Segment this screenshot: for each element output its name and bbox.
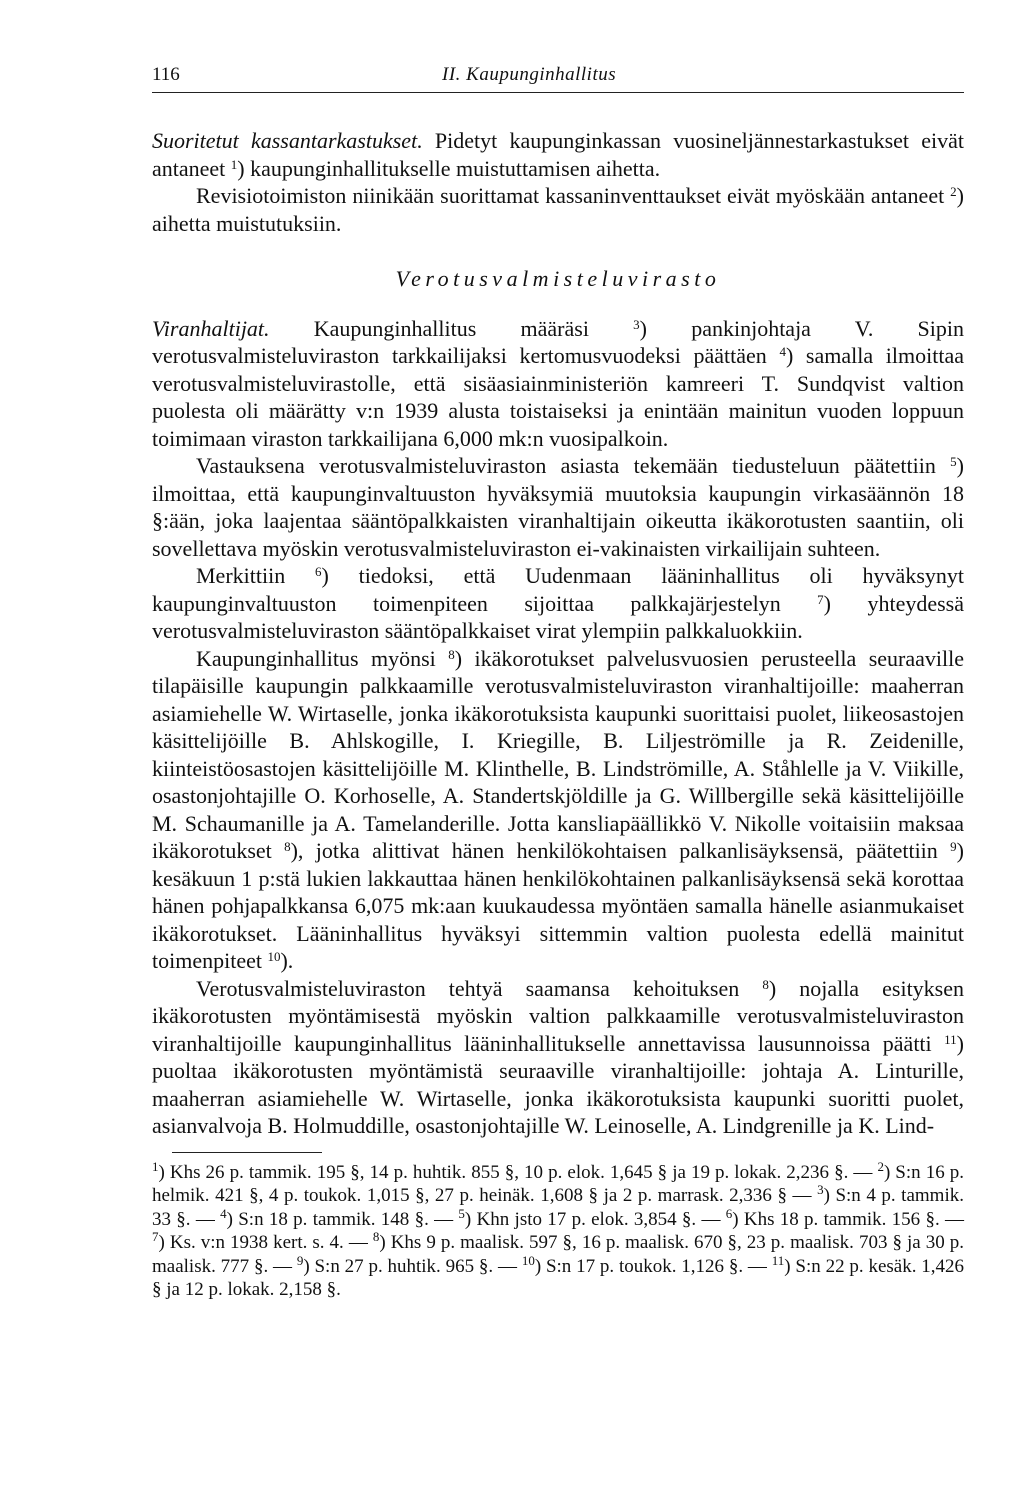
paragraph-lead: Suoritetut kassantarkastukset. xyxy=(152,128,423,153)
text-run: Verotusvalmisteluviraston tehtyä saamansa kehoituksen xyxy=(196,975,763,1001)
text-run: Merkittiin xyxy=(196,563,316,588)
footnote-ref: 1 xyxy=(230,156,238,172)
paragraph xyxy=(152,562,964,645)
body-text xyxy=(152,127,964,1140)
footnote-marker: 4 xyxy=(220,1205,227,1221)
paragraph xyxy=(152,975,964,1140)
footnote-text: ) S:n 17 p. toukok. 1,126 §. — xyxy=(534,1255,772,1277)
text-run: ) nojalla esityksen ikäkorotusten myöntämisestä myöskin valtion palkkaamille verotusvalmisteluviraston viranhaltijoille kaupunginhallitus lääninhallitukselle annettavissa lausunnoissa päätti xyxy=(152,975,965,1056)
paragraph xyxy=(152,182,964,237)
paragraph xyxy=(152,315,964,453)
text-run: ) yhteydessä verotusvalmisteluviraston sääntöpalkkaiset virat ylempiin palkkaluokkiin. xyxy=(152,590,964,643)
text-run: ) ilmoittaa, että kaupunginvaltuuston hyväksymiä muutoksia kaupungin virkasäännön 18 §:ään, joka laajentaa sääntöpalkkaisten viranhaltijain oikeutta ikäkorotusten saantiin, oli sovellettava myöskin verotusvalmisteluviraston ei-vakinaisten virkailijain suhteen. xyxy=(152,453,964,561)
text-run: Pidetyt kaupunginkassan vuosineljännestarkastukset eivät antaneet xyxy=(152,128,964,181)
footnote-marker: 7 xyxy=(152,1229,159,1244)
text-run: ), jotka alittivat hänen henkilökohtaisen palkanlisäyksensä, päätettiin xyxy=(290,838,951,863)
footnote-ref: 8 xyxy=(448,646,455,662)
text-run: ) aihetta muistutuksiin. xyxy=(152,183,964,236)
footnote-text: ) S:n 27 p. huhtik. 965 §. — xyxy=(303,1255,522,1277)
footnote-marker: 1 xyxy=(152,1158,159,1174)
footnote-text: ) S:n 16 p. helmik. 421 §, 4 p. toukok. 1,015 §, 27 p. heinäk. 1,608 § ja 2 p. marrask. 2,336 § — xyxy=(152,1161,964,1206)
footnote-block xyxy=(152,1158,965,1302)
text-run: ) kesäkuun 1 p:stä lukien lakkauttaa hänen henkilökohtainen palkanlisäyksensä sekä korottaa hänen pohjapalkkansa 6,075 mk:aan kuukaudessa myöntäen samalla hänelle asianmukaiset ikäkorotukset. Lääninhallitus hyväksyi sittemmin valtion puolesta edellä mainitut toimenpiteet xyxy=(152,838,964,973)
text-run: ) puoltaa ikäkorotusten myöntämistä seuraaville viranhaltijoille: johtaja A. Linturille, maaherran asiamiehelle W. Wirtaselle, jonka ikäkorotuksista kaupunki suoritti puolet, asianvalvoja B. Holmuddille, osastonjohtajille W. Leinoselle, A. Lindgrenille ja K. Lind- xyxy=(152,1030,964,1138)
text-run: Kaupunginhallitus määräsi xyxy=(269,315,634,341)
footnote-marker: 2 xyxy=(877,1158,884,1174)
text-run: ) samalla ilmoittaa verotusvalmisteluvirastolle, että sisäasiainministeriön kamreeri T. Sundqvist valtion puolesta oli määrätty v:n 1939 alusta toistaiseksi ja enintään mainitun vuoden loppuun toimimaan viraston tarkkailijana 6,000 mk:n vuosipalkoin. xyxy=(152,343,964,451)
footnote-marker: 9 xyxy=(296,1252,304,1268)
footnote-text: ) S:n 18 p. tammik. 148 §. — xyxy=(226,1208,459,1230)
footnote-text: ) Khn jsto 17 p. elok. 3,854 §. — xyxy=(464,1208,726,1230)
text-run: ) kaupunginhallitukselle muistuttamisen aihetta. xyxy=(237,155,661,181)
footnote-ref: 9 xyxy=(950,839,957,854)
paragraph xyxy=(152,127,964,182)
footnote-text: ) Khs 9 p. maalisk. 597 §, 16 p. maalisk. 670 §, 23 p. maalisk. 703 § ja 30 p. maalisk. 777 §. — xyxy=(152,1232,965,1277)
text-run: Kaupunginhallitus myönsi xyxy=(196,645,449,671)
footnote-ref: 2 xyxy=(950,184,957,199)
footnote-text: ) Khs 26 p. tammik. 195 §, 14 p. huhtik. 855 §, 10 p. elok. 1,645 § ja 19 p. lokak. 2,236 §. — xyxy=(158,1161,878,1183)
text-run: ) tiedoksi, että Uudenmaan lääninhallitus oli hyväksynyt kaupunginvaltuuston toimenpiteen sijoittaa palkkajärjestelyn xyxy=(152,563,964,616)
text-run: Revisiotoimiston niinikään suorittamat kassaninventtaukset eivät myöskään antaneet xyxy=(196,183,951,208)
section-heading: Verotusvalmisteluvirasto xyxy=(395,266,721,291)
paragraph-lead: Viranhaltijat. xyxy=(152,315,270,341)
footnote-ref: 4 xyxy=(779,344,786,359)
page-number: 116 xyxy=(152,64,180,85)
page-header xyxy=(152,64,964,93)
paragraph xyxy=(152,645,964,975)
footnote-text: ) S:n 22 p. kesäk. 1,426 § ja 12 p. lokak. 2,158 §. xyxy=(152,1255,965,1300)
footnote-ref: 8 xyxy=(284,839,291,854)
footnotes xyxy=(152,1158,965,1302)
footnote-ref: 8 xyxy=(762,976,769,992)
footnote-ref: 3 xyxy=(633,316,640,332)
footnote-ref: 11 xyxy=(944,1031,957,1047)
footnote-marker: 10 xyxy=(521,1252,535,1268)
paragraph xyxy=(152,452,964,562)
footnote-ref: 6 xyxy=(315,564,322,579)
footnote-ref: 5 xyxy=(950,454,957,469)
text-run: ) ikäkorotukset palvelusvuosien perusteella seuraaville tilapäisille kaupungin palkkaamille verotusvalmisteluviraston viranhaltijoille: maaherran asiamiehelle W. Wirtaselle, jonka ikäkorotuksista kaupunki suorittaisi puolet, liikeosastojen käsittelijöille B. Ahlskogille, I. Kriegille, B. Liljeströmille ja R. Zeidenille, kiinteistöosastojen käsittelijöille M. Klinthelle, B. Lindströmille, A. Ståhlelle ja V. Viikille, osastonjohtajille O. Korhoselle, A. Standertskjöldille ja G. Willbergille sekä käsittelijöille M. Schaumanille ja A. Tamelanderille. Jotta kansliapäällikkö V. Nikolle voitaisiin maksaa ikäkorotukset xyxy=(152,645,964,863)
footnote-marker: 11 xyxy=(771,1252,785,1268)
footnote-text: ) Ks. v:n 1938 kert. s. 4. — xyxy=(158,1232,373,1253)
footnote-marker: 3 xyxy=(817,1182,824,1197)
text-run: Vastauksena verotusvalmisteluviraston asiasta tekemään tiedusteluun päätettiin xyxy=(196,453,951,478)
footnote-divider xyxy=(172,1152,322,1153)
footnote-text: ) Khs 18 p. tammik. 156 §. — xyxy=(732,1208,964,1230)
footnote-marker: 5 xyxy=(458,1205,465,1221)
footnote-ref: 7 xyxy=(817,591,824,607)
footnote-marker: 6 xyxy=(725,1205,733,1221)
footnote-ref: 10 xyxy=(267,949,281,964)
text-run: ). xyxy=(280,948,294,973)
footnote-marker: 8 xyxy=(372,1229,380,1244)
running-head: II. Kaupunginhallitus xyxy=(442,64,617,85)
text-run: ) pankinjohtaja V. Sipin verotusvalmisteluviraston tarkkailijaksi kertomusvuodeksi päättäen xyxy=(152,315,964,368)
footnote-text: ) S:n 4 p. tammik. 33 §. — xyxy=(152,1185,964,1230)
